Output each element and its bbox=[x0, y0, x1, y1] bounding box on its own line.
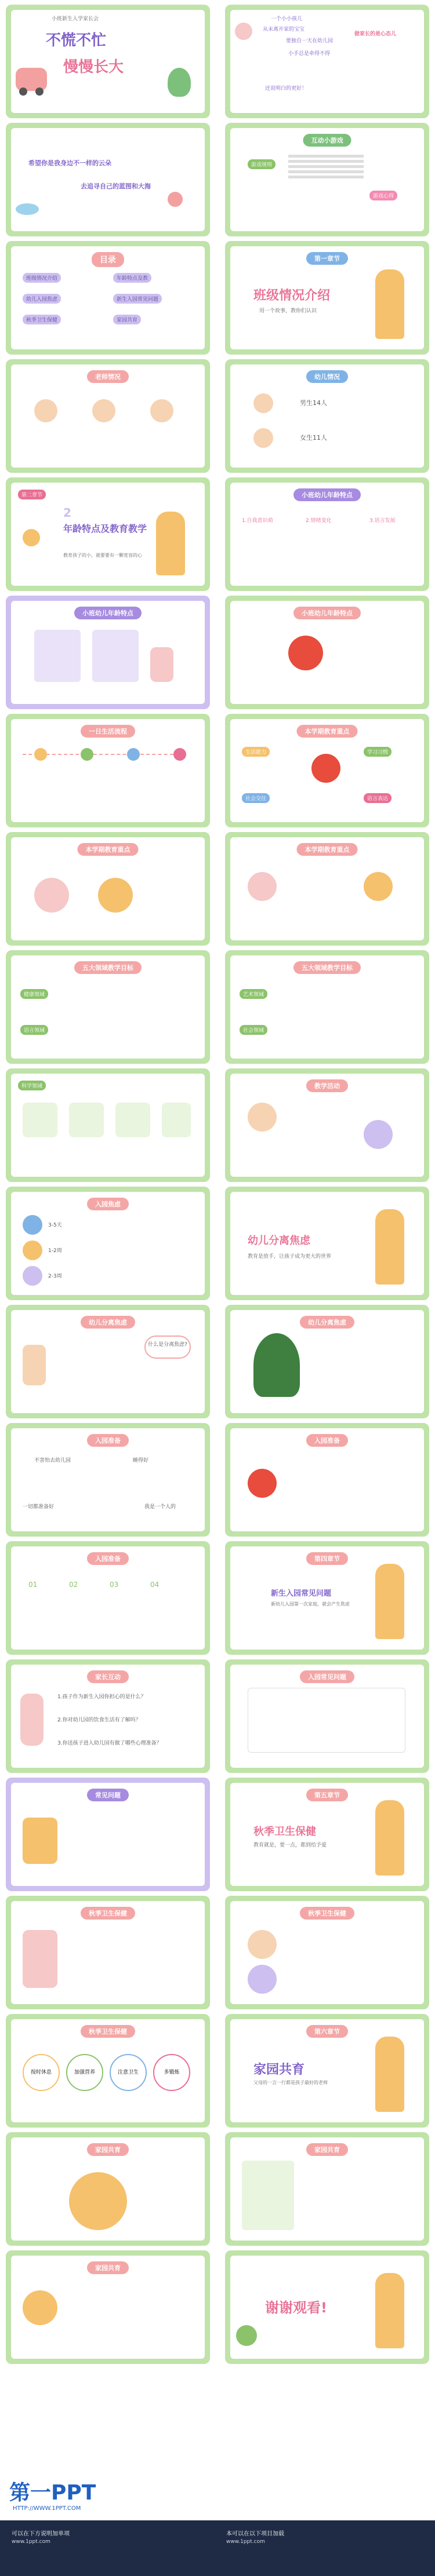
kid-illustration bbox=[150, 647, 173, 682]
focus-label-4: 语言表达 bbox=[364, 793, 392, 803]
slide-8-header: 幼儿情况 bbox=[306, 370, 348, 383]
health-tip-2: 加强营养 bbox=[66, 2054, 103, 2091]
domain-label-4: 社会领域 bbox=[240, 1025, 267, 1035]
slide-36[interactable] bbox=[225, 2014, 429, 2128]
slide-5[interactable] bbox=[6, 241, 210, 355]
stage-1: 3-5天 bbox=[48, 1223, 62, 1228]
slide-36-title: 家园共育 bbox=[253, 2063, 305, 2077]
teacher-avatar bbox=[34, 399, 57, 422]
slide-4-header: 互动小游戏 bbox=[303, 134, 351, 147]
family-illustration bbox=[98, 878, 133, 913]
slide-24[interactable] bbox=[225, 1305, 429, 1418]
stage-circle bbox=[23, 1266, 42, 1286]
focus-label-2: 学习习惯 bbox=[364, 747, 392, 757]
slide-34[interactable] bbox=[225, 1896, 429, 2009]
slide-3[interactable] bbox=[6, 123, 210, 236]
slide-30[interactable] bbox=[225, 1659, 429, 1773]
giraffe-icon bbox=[375, 269, 404, 339]
slide-39[interactable] bbox=[6, 2250, 210, 2364]
slide-26-header: 入园准备 bbox=[306, 1434, 348, 1447]
slide-26[interactable] bbox=[225, 1423, 429, 1537]
slide-15-header: 本学期教育重点 bbox=[78, 843, 139, 856]
cloud-icon bbox=[16, 203, 39, 215]
sun-icon bbox=[23, 2290, 57, 2325]
slide-10[interactable] bbox=[225, 477, 429, 591]
slide-12-header: 小班幼儿年龄特点 bbox=[293, 607, 361, 619]
slide-16[interactable] bbox=[225, 832, 429, 946]
info-card bbox=[34, 630, 81, 682]
slide-6[interactable] bbox=[225, 241, 429, 355]
trait-3: 3.语言发展 bbox=[369, 518, 396, 524]
slide-15[interactable] bbox=[6, 832, 210, 946]
toc-item-3[interactable]: 幼儿入园焦虑 bbox=[23, 294, 61, 304]
stage-3: 2-3周 bbox=[48, 1274, 62, 1279]
apple-icon bbox=[248, 1469, 277, 1498]
prep-item-3: 一切都准备好 bbox=[23, 1504, 55, 1510]
slide-39-header: 家园共育 bbox=[87, 2261, 129, 2274]
slide-27-header: 入园准备 bbox=[87, 1552, 129, 1565]
slide-11-header: 小班幼儿年龄特点 bbox=[74, 607, 142, 619]
kid-illustration bbox=[23, 1818, 57, 1864]
footer-left-1: 可以在下方说明加单项 bbox=[12, 2531, 70, 2537]
slide-1[interactable] bbox=[6, 5, 210, 118]
slide-30-header: 入园常见问题 bbox=[300, 1670, 354, 1683]
footer-right-1: 本可以在以下项目加载 bbox=[226, 2531, 284, 2537]
car-icon bbox=[16, 68, 47, 91]
girl-avatar bbox=[253, 428, 273, 448]
bubble-more: 还说明白的更好！ bbox=[265, 86, 307, 92]
toc-item-5[interactable]: 秋季卫生保健 bbox=[23, 315, 61, 324]
slide-34-header: 秋季卫生保健 bbox=[300, 1907, 354, 1920]
chapter-number: 2 bbox=[63, 506, 71, 520]
slide-12[interactable] bbox=[225, 596, 429, 709]
slide-29[interactable] bbox=[6, 1659, 210, 1773]
slide-35[interactable] bbox=[6, 2014, 210, 2128]
slide-22-sub: 教育是放手，让孩子成为更大的世界 bbox=[248, 1254, 332, 1260]
family-illustration bbox=[69, 2172, 127, 2230]
slide-7[interactable] bbox=[6, 359, 210, 473]
slide-28-header: 第四章节 bbox=[306, 1552, 348, 1565]
slide-32[interactable] bbox=[225, 1778, 429, 1891]
toc-item-6[interactable]: 家园共育 bbox=[113, 315, 141, 324]
boys-count: 男生14人 bbox=[300, 399, 327, 407]
slide-38-header: 家园共育 bbox=[306, 2143, 348, 2156]
health-tip-3: 注意卫生 bbox=[110, 2054, 147, 2091]
image-card bbox=[115, 1103, 150, 1137]
info-card bbox=[242, 2161, 294, 2230]
slide-1-title1: 不慌不忙 bbox=[46, 32, 107, 49]
teacher-avatar bbox=[92, 399, 115, 422]
prep-num-3: 03 bbox=[110, 1581, 119, 1589]
timeline bbox=[23, 754, 185, 790]
slide-29-header: 家长互动 bbox=[87, 1670, 129, 1683]
parent-question-2: 2.你对幼儿园的饮食生活有了解吗？ bbox=[57, 1717, 141, 1723]
giraffe-icon bbox=[375, 1209, 404, 1285]
slide-2[interactable] bbox=[225, 5, 429, 118]
slide-36-header: 第六章节 bbox=[306, 2025, 348, 2038]
brand-logo: 第一PPT bbox=[9, 2481, 96, 2505]
slide-9-sub: 教育孩子的小，就要要有一颗宽容的心 bbox=[63, 553, 142, 558]
slide-21[interactable] bbox=[6, 1187, 210, 1300]
slide-35-header: 秋季卫生保健 bbox=[81, 2025, 135, 2038]
question-bubble: 什么是分离焦虑? bbox=[144, 1336, 191, 1359]
text-block bbox=[340, 636, 410, 670]
slide-28[interactable] bbox=[225, 1541, 429, 1655]
health-tip-4: 多锻炼 bbox=[153, 2054, 190, 2091]
slide-25-header: 入园准备 bbox=[87, 1434, 129, 1447]
slide-11[interactable] bbox=[6, 596, 210, 709]
slide-3-line2: 去追寻自己的蓝图和大海 bbox=[81, 183, 151, 190]
prep-num-2: 02 bbox=[69, 1581, 78, 1589]
domain-label-2: 语言领域 bbox=[20, 1025, 48, 1035]
slide-6-title: 班级情况介绍 bbox=[253, 289, 331, 303]
timeline-node bbox=[127, 748, 140, 761]
slide-28-sub: 新幼儿入园第一次家庭，就会产生焦虑 bbox=[271, 1601, 350, 1607]
giraffe-icon bbox=[375, 1564, 404, 1639]
girls-count: 女生11人 bbox=[300, 434, 327, 442]
health-tip-1: 按时休息 bbox=[23, 2054, 60, 2091]
slide-6-sub: 用一个故事，教你们认识 bbox=[259, 308, 317, 314]
slide-7-header: 老师情况 bbox=[87, 370, 129, 383]
parent-question-1: 1.孩子作为新生入园你担心的是什么？ bbox=[57, 1694, 146, 1700]
slide-20[interactable] bbox=[225, 1068, 429, 1182]
slide-31-header: 常见问题 bbox=[87, 1789, 129, 1801]
slide-19-header: 科学领域 bbox=[18, 1081, 46, 1090]
slide-13[interactable] bbox=[6, 714, 210, 827]
heart-icon bbox=[311, 754, 340, 783]
trait-1: 1.自我意识萌 bbox=[242, 518, 273, 524]
tree-icon bbox=[168, 68, 191, 97]
slide-4[interactable] bbox=[225, 123, 429, 236]
stage-circle bbox=[23, 1215, 42, 1235]
flower-icon bbox=[23, 529, 40, 546]
tree-icon bbox=[236, 2325, 257, 2346]
slide-37-header: 家园共育 bbox=[87, 2143, 129, 2156]
slide-38[interactable] bbox=[225, 2132, 429, 2246]
tree-icon bbox=[253, 1333, 300, 1397]
bubble-1: 一个小小孩儿 bbox=[271, 16, 303, 22]
footer bbox=[0, 2462, 435, 2576]
slide-22[interactable] bbox=[225, 1187, 429, 1300]
slide-6-header: 第一章节 bbox=[306, 252, 348, 265]
kid-illustration bbox=[248, 1930, 277, 1959]
stage-2: 1-2周 bbox=[48, 1248, 62, 1254]
wheel-icon bbox=[35, 87, 44, 96]
kid-illustration bbox=[248, 1103, 277, 1132]
slide-32-title: 秋季卫生保健 bbox=[253, 1826, 316, 1838]
prep-num-1: 01 bbox=[28, 1581, 38, 1589]
slide-25[interactable] bbox=[6, 1423, 210, 1537]
giraffe-icon bbox=[375, 2037, 404, 2112]
bubble-3: 要独自一天在幼儿园 bbox=[286, 38, 334, 44]
tomato-icon bbox=[288, 636, 323, 670]
footer-right-2[interactable]: www.1ppt.com bbox=[226, 2539, 265, 2545]
image-card bbox=[69, 1103, 104, 1137]
slide-17[interactable] bbox=[6, 950, 210, 1064]
flower-icon bbox=[235, 23, 252, 40]
slide-22-title: 幼儿分离焦虑 bbox=[248, 1235, 310, 1247]
toc-item-4[interactable]: 新生入园常见问题 bbox=[113, 294, 162, 304]
game-rule-label: 游戏规则 bbox=[248, 159, 276, 169]
slide-28-title: 新生入园常见问题 bbox=[271, 1589, 332, 1598]
slide-10-header: 小班幼儿年龄特点 bbox=[293, 488, 361, 501]
text-block bbox=[288, 152, 364, 199]
kid-illustration bbox=[20, 1694, 44, 1746]
slide-23-header: 幼儿分离焦虑 bbox=[81, 1316, 135, 1329]
timeline-node bbox=[173, 748, 186, 761]
kid-illustration bbox=[23, 1345, 46, 1385]
toc-item-2[interactable]: 年龄特点及教 bbox=[113, 273, 151, 283]
slide-14-header: 本学期教育重点 bbox=[297, 725, 358, 738]
family-illustration bbox=[34, 878, 69, 913]
focus-label-3: 社会交往 bbox=[242, 793, 270, 803]
prep-item-1: 不害怕去幼儿园 bbox=[34, 1458, 71, 1464]
parent-question-3: 3.你送孩子进入幼儿园有做了哪些心理准备？ bbox=[57, 1741, 162, 1746]
slide-32-header: 第五章节 bbox=[306, 1789, 348, 1801]
kid-illustration bbox=[364, 872, 393, 901]
slide-18[interactable] bbox=[225, 950, 429, 1064]
slide-8[interactable] bbox=[225, 359, 429, 473]
slide-14[interactable] bbox=[225, 714, 429, 827]
slide-16-header: 本学期教育重点 bbox=[297, 843, 358, 856]
slide-23[interactable] bbox=[6, 1305, 210, 1418]
boy-avatar bbox=[253, 393, 273, 413]
slide-21-header: 入园焦虑 bbox=[87, 1198, 129, 1210]
focus-label-1: 生活能力 bbox=[242, 747, 270, 757]
slide-32-sub: 教育就是，要一点，都到给予爱 bbox=[253, 1842, 327, 1848]
wheel-icon bbox=[19, 87, 27, 96]
domain-label-1: 健康领域 bbox=[20, 989, 48, 999]
slide-1-title2: 慢慢长大 bbox=[63, 59, 124, 76]
prep-item-2: 睡得好 bbox=[133, 1458, 149, 1464]
giraffe-icon bbox=[156, 512, 185, 575]
giraffe-icon bbox=[375, 2273, 404, 2348]
bubble-4: 小手总是牵得不得 bbox=[288, 51, 331, 57]
prep-num-4: 04 bbox=[150, 1581, 160, 1589]
trait-2: 2.情绪变化 bbox=[306, 518, 332, 524]
timeline-node bbox=[34, 748, 47, 761]
slide-24-header: 幼儿分离焦虑 bbox=[300, 1316, 354, 1329]
text-block bbox=[81, 2285, 185, 2343]
bubble-5: 做家长的是心态儿 bbox=[354, 31, 397, 37]
toc-item-1[interactable]: 班级情况介绍 bbox=[23, 273, 61, 283]
info-card bbox=[92, 630, 139, 682]
slide-9-title: 年龄特点及教育教学 bbox=[63, 523, 147, 534]
giraffe-icon bbox=[375, 1800, 404, 1876]
slide-13-header: 一日生活流程 bbox=[81, 725, 135, 738]
slide-36-sub: 父母的一言一行都是孩子最好的老师 bbox=[253, 2080, 328, 2085]
slide-27[interactable] bbox=[6, 1541, 210, 1655]
content-box bbox=[248, 1688, 405, 1753]
footer-bar bbox=[0, 2520, 435, 2576]
brand-url[interactable]: HTTP://WWW.1PPT.COM bbox=[13, 2505, 81, 2512]
slide-1-top: 小班新生入学家长会 bbox=[52, 16, 99, 22]
slide-33[interactable] bbox=[6, 1896, 210, 2009]
game-note-label: 游戏心得 bbox=[369, 191, 397, 200]
image-card bbox=[23, 1103, 57, 1137]
footer-left-2[interactable]: www.1ppt.com bbox=[12, 2539, 50, 2545]
slide-3-line1: 希望你是我身边不一样的云朵 bbox=[28, 159, 111, 167]
slide-31[interactable] bbox=[6, 1778, 210, 1891]
slide-33-header: 秋季卫生保健 bbox=[81, 1907, 135, 1920]
flower-icon bbox=[168, 192, 183, 207]
timeline-node bbox=[81, 748, 93, 761]
slide-37[interactable] bbox=[6, 2132, 210, 2246]
bubble-2: 从未离开家的宝宝 bbox=[263, 27, 305, 32]
thanks-title: 谢谢观看! bbox=[265, 2300, 327, 2316]
kid-illustration bbox=[23, 1930, 57, 1988]
kid-illustration bbox=[248, 1965, 277, 1994]
slide-19[interactable] bbox=[6, 1068, 210, 1182]
slide-9[interactable] bbox=[6, 477, 210, 591]
image-card bbox=[162, 1103, 191, 1137]
domain-label-3: 艺术领域 bbox=[240, 989, 267, 999]
stage-circle bbox=[23, 1240, 42, 1260]
toc-title: 目录 bbox=[92, 252, 124, 267]
kid-illustration bbox=[248, 872, 277, 901]
slide-17-header: 五大领域教学目标 bbox=[74, 961, 142, 974]
teacher-avatar bbox=[150, 399, 173, 422]
prep-item-4: 我是一个人的 bbox=[144, 1504, 176, 1510]
slide-40[interactable] bbox=[225, 2250, 429, 2364]
brand-area bbox=[0, 2462, 435, 2520]
slide-20-header: 教学活动 bbox=[306, 1079, 348, 1092]
chapter-badge: 第二章节 bbox=[18, 490, 46, 499]
slide-18-header: 五大领域教学目标 bbox=[293, 961, 361, 974]
kid-illustration bbox=[364, 1120, 393, 1149]
